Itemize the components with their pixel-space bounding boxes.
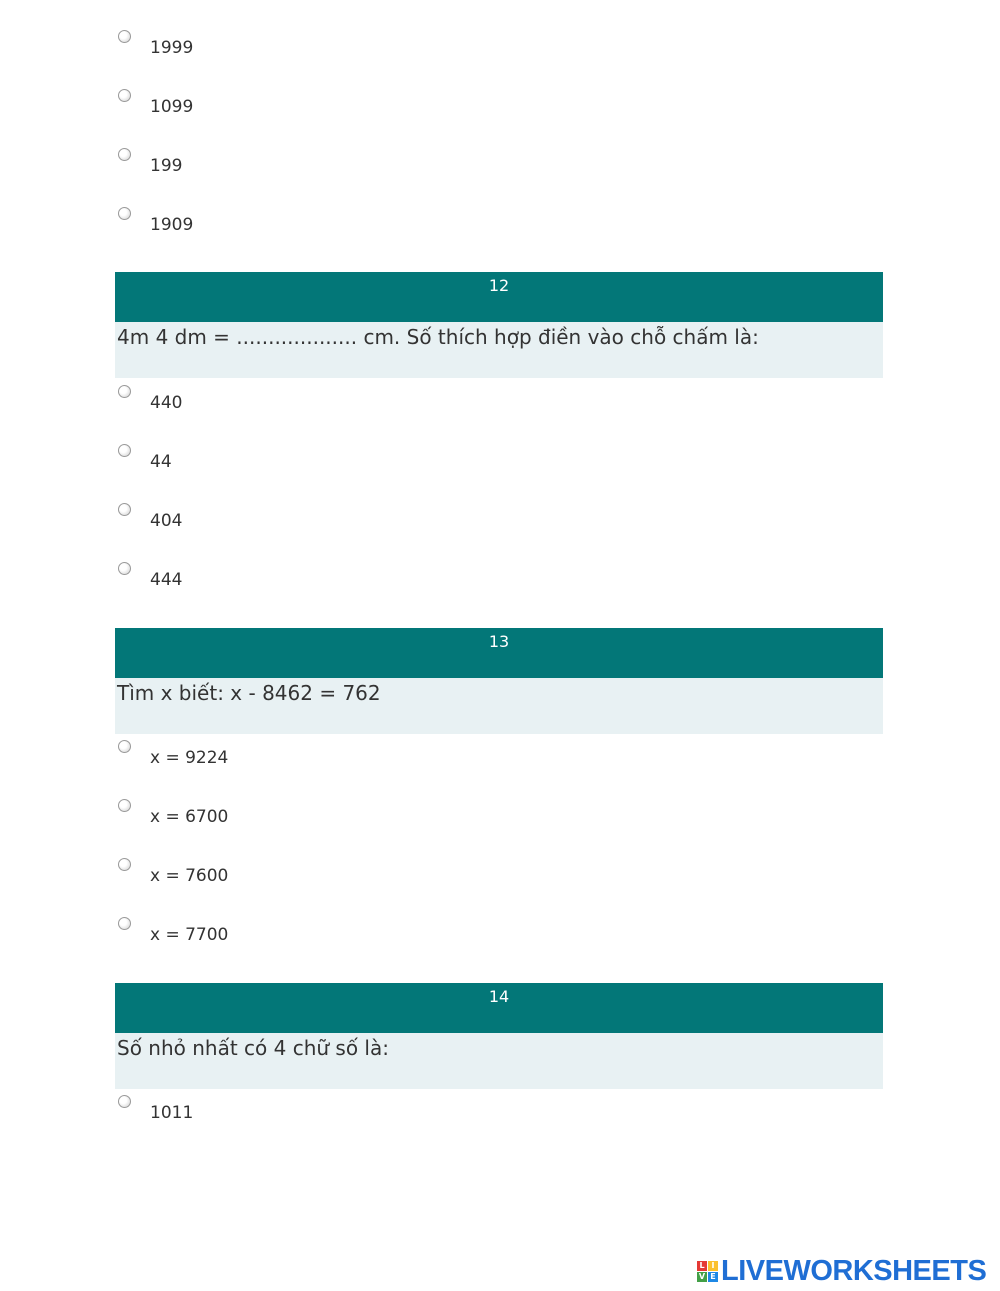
option-label: 440	[150, 393, 183, 413]
option-q13-3[interactable]	[118, 858, 878, 898]
option-label: x = 7700	[150, 925, 229, 945]
option-label: x = 9224	[150, 748, 229, 768]
option-q12-3[interactable]	[118, 503, 878, 543]
logo-cube-letter: E	[708, 1272, 718, 1282]
question-text: Tìm x biết: x - 8462 = 762	[117, 681, 381, 705]
liveworksheets-logo	[697, 1254, 986, 1288]
question-number: 12	[488, 276, 510, 295]
option-label: x = 7600	[150, 866, 229, 886]
radio-button[interactable]	[118, 89, 131, 102]
option-label: 199	[150, 156, 183, 176]
option-label: 404	[150, 511, 183, 531]
radio-button[interactable]	[118, 858, 131, 871]
option-q11-3[interactable]	[118, 148, 878, 188]
question-text: 4m 4 dm = ................... cm. Số thích hợp điền vào chỗ chấm là:	[117, 325, 759, 349]
option-q13-4[interactable]	[118, 917, 878, 957]
question-text: Số nhỏ nhất có 4 chữ số là:	[117, 1036, 389, 1060]
radio-button[interactable]	[118, 799, 131, 812]
question-prompt-12	[115, 322, 883, 378]
option-q13-2[interactable]	[118, 799, 878, 839]
radio-button[interactable]	[118, 30, 131, 43]
radio-button[interactable]	[118, 148, 131, 161]
radio-button[interactable]	[118, 917, 131, 930]
logo-cube-letter: V	[698, 1272, 706, 1281]
question-number: 14	[488, 987, 510, 1006]
question-header-13	[115, 628, 883, 678]
option-label: 1909	[150, 215, 194, 235]
option-label: x = 6700	[150, 807, 229, 827]
radio-button[interactable]	[118, 1095, 131, 1108]
radio-button[interactable]	[118, 207, 131, 220]
option-q12-2[interactable]	[118, 444, 878, 484]
radio-button[interactable]	[118, 385, 131, 398]
radio-button[interactable]	[118, 562, 131, 575]
question-number: 13	[488, 632, 510, 651]
option-q11-1[interactable]	[118, 30, 878, 70]
radio-button[interactable]	[118, 503, 131, 516]
option-label: 1099	[150, 97, 194, 117]
question-header-14	[115, 983, 883, 1033]
option-q11-4[interactable]	[118, 207, 878, 247]
option-q12-4[interactable]	[118, 562, 878, 602]
logo-cube-letter: L	[697, 1261, 707, 1271]
option-label: 44	[150, 452, 172, 472]
question-prompt-13	[115, 678, 883, 734]
question-header-12	[115, 272, 883, 322]
option-label: 444	[150, 570, 183, 590]
option-q12-1[interactable]	[118, 385, 878, 425]
logo-cube-letter: I	[708, 1261, 718, 1271]
logo-cube-icon	[697, 1261, 718, 1282]
option-q14-1[interactable]	[118, 1095, 878, 1135]
option-q11-2[interactable]	[118, 89, 878, 129]
logo-text: LIVEWORKSHEETS	[721, 1254, 987, 1287]
option-label: 1999	[150, 38, 194, 58]
question-prompt-14	[115, 1033, 883, 1089]
option-label: 1011	[150, 1103, 194, 1123]
radio-button[interactable]	[118, 740, 131, 753]
radio-button[interactable]	[118, 444, 131, 457]
option-q13-1[interactable]	[118, 740, 878, 780]
